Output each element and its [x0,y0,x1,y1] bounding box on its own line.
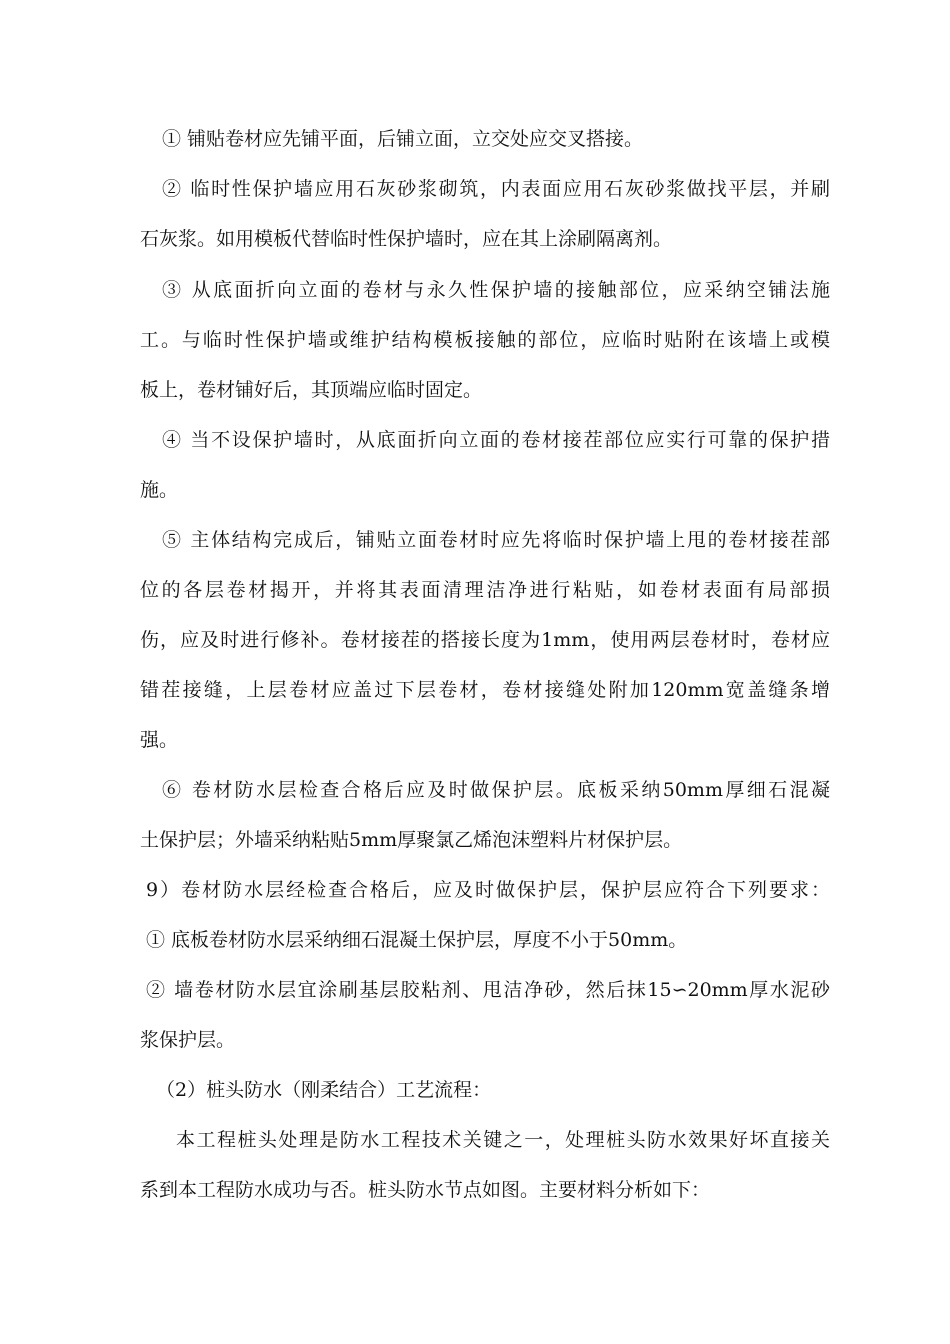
text-line: ② 墙卷材防水层宜涂刷基层胶粘剂、甩洁净砂，然后抹15∽20mm厚水泥砂 [146,979,830,1001]
text-line: 伤，应及时进行修补。卷材接茬的搭接长度为1mm，使用两层卷材时，卷材应 [140,629,830,651]
text-line: 强。 [140,729,179,751]
text-line: 石灰浆。如用模板代替临时性保护墙时，应在其上涂刷隔离剂。 [140,228,673,250]
text-line: ⑥ 卷材防水层检查合格后应及时做保护层。底板采纳50mm厚细石混凝 [162,779,830,801]
text-line: 土保护层；外墙采纳粘贴5mm厚聚氯乙烯泡沫塑料片材保护层。 [140,829,683,851]
text-line: ⑤ 主体结构完成后，铺贴立面卷材时应先将临时保护墙上甩的卷材接茬部 [162,529,830,551]
text-line: ① 底板卷材防水层采纳细石混凝土保护层，厚度不小于50mm。 [146,929,688,951]
text-line: ④ 当不设保护墙时，从底面折向立面的卷材接茬部位应实行可靠的保护措 [162,429,830,451]
text-line: 本工程桩头处理是防水工程技术关键之一，处理桩头防水效果好坏直接关 [176,1129,830,1151]
text-line: 9）卷材防水层经检查合格后，应及时做保护层，保护层应符合下列要求： [146,879,830,901]
text-line: 浆保护层。 [140,1029,236,1051]
text-line: 工。与临时性保护墙或维护结构模板接触的部位，应临时贴附在该墙上或模 [140,329,830,351]
text-line: 错茬接缝，上层卷材应盖过下层卷材，卷材接缝处附加120mm宽盖缝条增 [140,679,830,701]
text-line: （2）桩头防水（刚柔结合）工艺流程： [156,1079,492,1101]
text-line: 位的各层卷材揭开，并将其表面清理洁净进行粘贴，如卷材表面有局部损 [140,579,830,601]
text-line: ② 临时性保护墙应用石灰砂浆砌筑，内表面应用石灰砂浆做找平层，并刷 [162,178,830,200]
text-line: ③ 从底面折向立面的卷材与永久性保护墙的接触部位，应采纳空铺法施 [162,279,830,301]
text-line: 系到本工程防水成功与否。桩头防水节点如图。主要材料分析如下： [140,1179,711,1201]
text-line: 施。 [140,479,179,501]
text-line: 板上，卷材铺好后，其顶端应临时固定。 [140,379,483,401]
text-line: ① 铺贴卷材应先铺平面，后铺立面，立交处应交叉搭接。 [162,128,644,150]
